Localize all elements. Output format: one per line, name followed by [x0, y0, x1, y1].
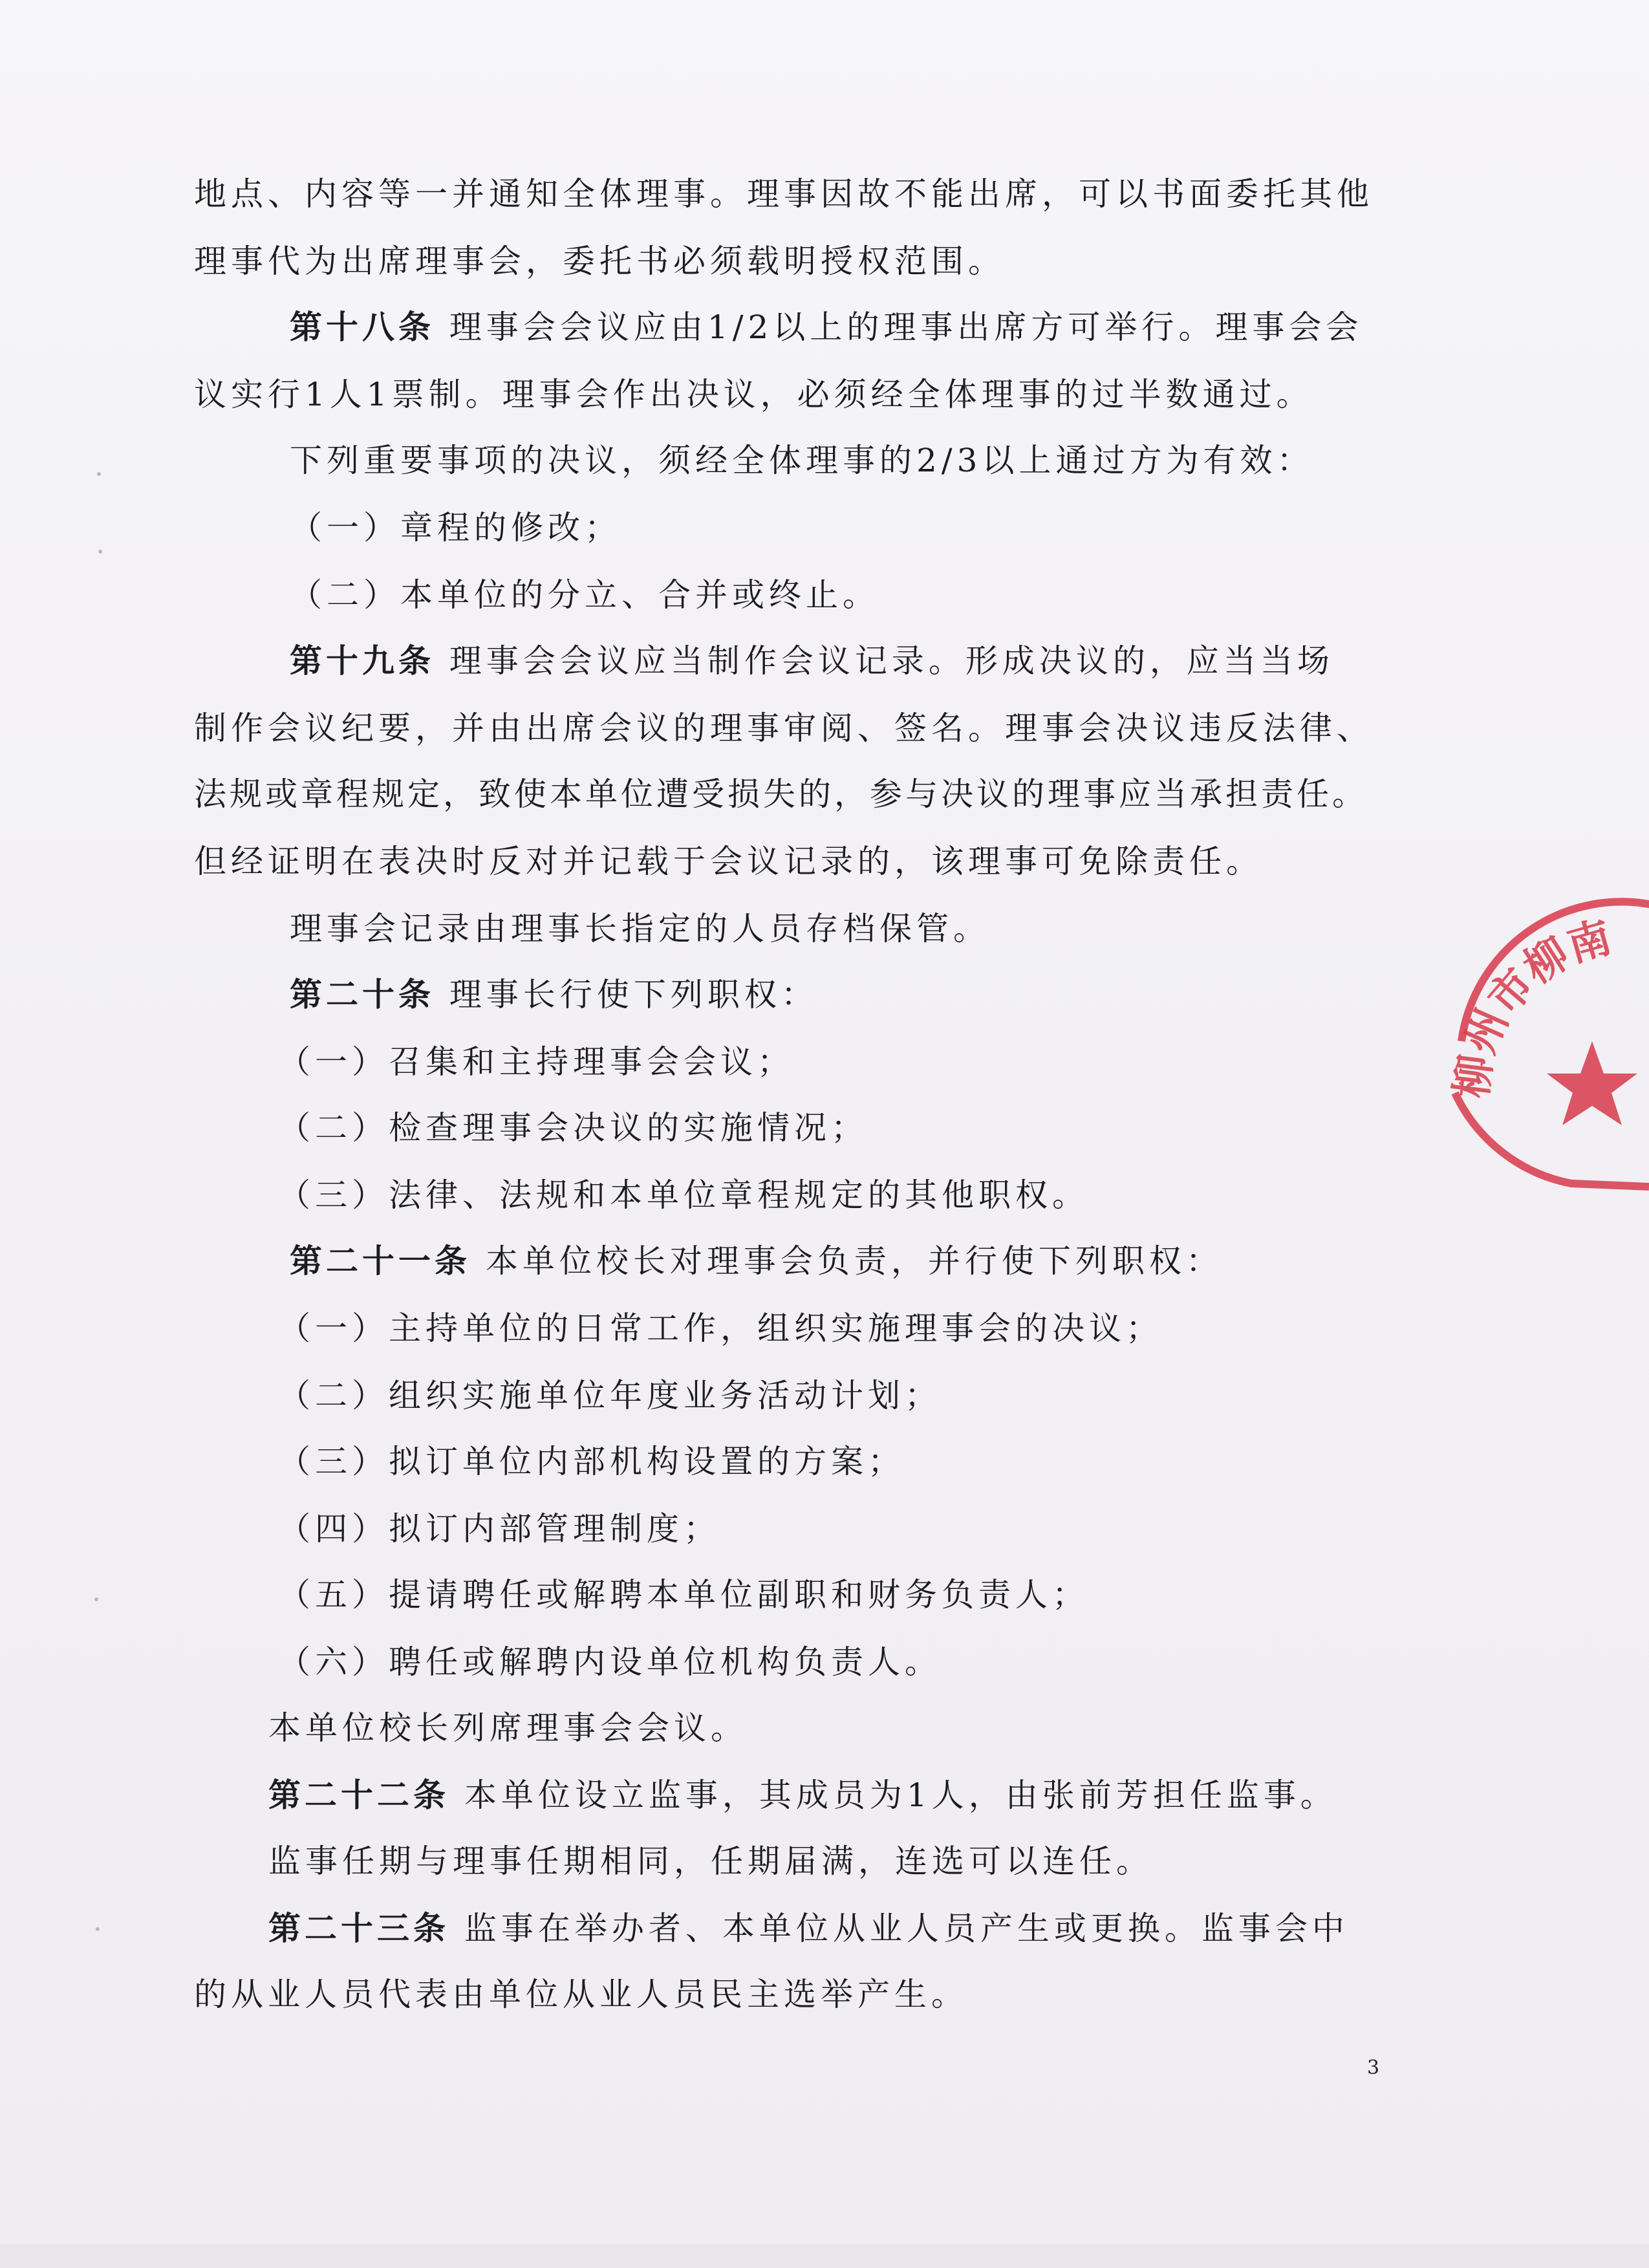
text-line: 下列重要事项的决议，须经全体理事的2/3以上通过方为有效：	[290, 442, 1314, 479]
text-line: 理事代为出席理事会，委托书必须载明授权范围。	[194, 243, 1005, 280]
scan-speck	[96, 1927, 100, 1931]
article-heading: 第二十一条	[290, 1242, 471, 1280]
scan-speck	[94, 1597, 98, 1601]
article-23: 第二十三条 监事在举办者、本单位从业人员产生或更换。监事会中	[268, 1909, 1349, 1947]
article-20: 第二十条 理事长行使下列职权：	[290, 975, 818, 1013]
text-line: 本单位校长列席理事会会议。	[268, 1709, 748, 1747]
article-21: 第二十一条 本单位校长对理事会负责，并行使下列职权：	[290, 1242, 1223, 1280]
list-item: （三）法律、法规和本单位章程规定的其他职权。	[278, 1176, 1089, 1214]
text-line: 议实行1人1票制。理事会作出决议，必须经全体理事的过半数通过。	[194, 376, 1313, 413]
article-heading: 第十九条	[290, 642, 435, 680]
text-line: 法规或章程规定，致使本单位遭受损失的，参与决议的理事应当承担责任。	[194, 775, 1368, 813]
article-heading: 第二十二条	[268, 1776, 449, 1814]
text-line: 监事任期与理事任期相同，任期届满，连选可以连任。	[268, 1842, 1153, 1880]
article-19: 第十九条 理事会会议应当制作会议记录。形成决议的，应当当场	[290, 642, 1334, 680]
list-item: （五）提请聘任或解聘本单位副职和财务负责人；	[278, 1576, 1089, 1614]
list-item: （二）检查理事会决议的实施情况；	[278, 1109, 868, 1147]
text-line: 理事会记录由理事长指定的人员存档保管。	[290, 910, 990, 947]
article-18: 第十八条 理事会会议应由1/2以上的理事出席方可举行。理事会会	[290, 308, 1363, 346]
article-heading: 第二十条	[290, 975, 435, 1013]
article-heading: 第二十三条	[268, 1909, 449, 1947]
text-line: 但经证明在表决时反对并记载于会议记录的，该理事可免除责任。	[194, 843, 1263, 880]
list-item: （六）聘任或解聘内设单位机构负责人。	[278, 1643, 942, 1681]
text-line: 制作会议纪要，并由出席会议的理事审阅、签名。理事会决议违反法律、	[194, 709, 1374, 747]
scan-speck	[98, 550, 102, 554]
seal-text: 柳州市柳南	[1446, 911, 1617, 1101]
list-item: （二）本单位的分立、合并或终止。	[290, 576, 879, 614]
scan-speck	[97, 472, 101, 476]
article-heading: 第十八条	[290, 308, 435, 346]
list-item: （一）主持单位的日常工作，组织实施理事会的决议；	[278, 1310, 1163, 1347]
list-item: （一）章程的修改；	[290, 509, 621, 546]
scan-edge	[0, 2244, 1649, 2268]
official-seal-stamp	[1442, 880, 1649, 1216]
list-item: （一）召集和主持理事会会议；	[278, 1043, 794, 1081]
seal-star-icon	[1547, 1041, 1637, 1125]
list-item: （二）组织实施单位年度业务活动计划；	[278, 1377, 942, 1414]
text-line: 地点、内容等一并通知全体理事。理事因故不能出席，可以书面委托其他	[194, 175, 1374, 213]
article-22: 第二十二条 本单位设立监事，其成员为1人，由张前芳担任监事。	[268, 1776, 1337, 1814]
list-item: （四）拟订内部管理制度；	[278, 1510, 720, 1548]
page-number: 3	[1367, 2057, 1380, 2079]
list-item: （三）拟订单位内部机构设置的方案；	[278, 1443, 905, 1480]
text-line: 的从业人员代表由单位从业人员民主选举产生。	[194, 1976, 968, 2013]
